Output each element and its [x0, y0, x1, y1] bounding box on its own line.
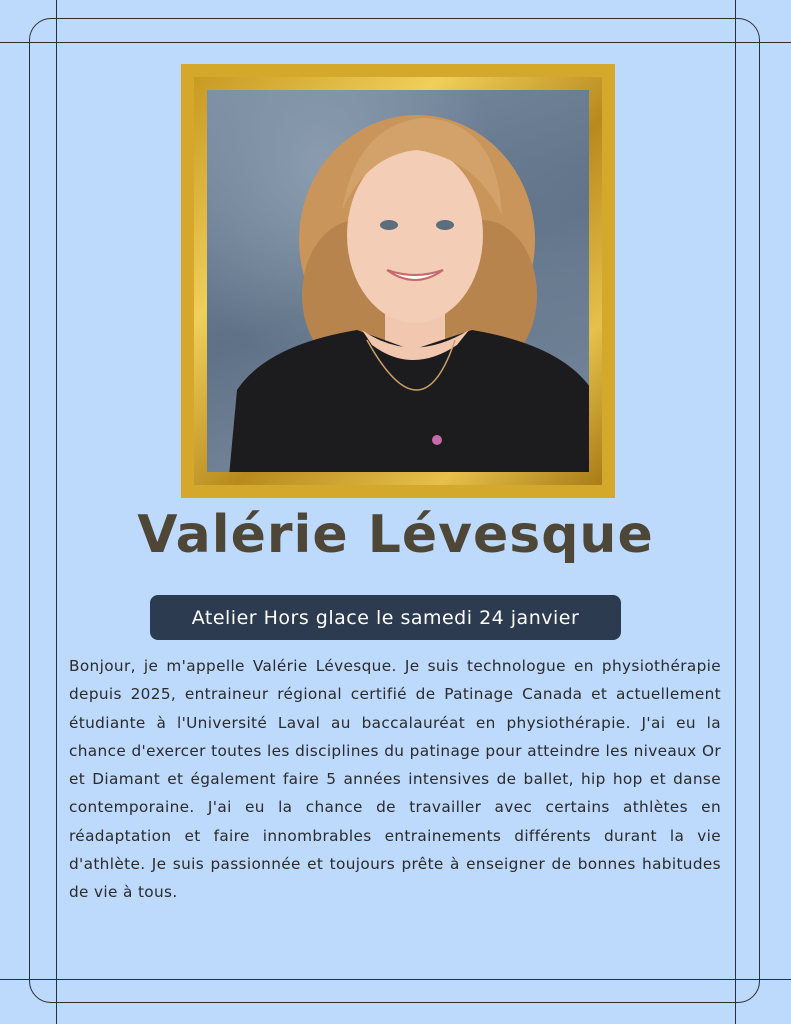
bio-paragraph: Bonjour, je m'appelle Valérie Lévesque. Je suis technologue en physiothérapie depuis 2025, entraineur régional certifié de Patinage Canada et actuellement étudiante à l'Université Laval au baccalauréat en physiothérapie. J'ai eu la chance d'exercer toutes les disciplines du patinage pour atteindre les niveaux Or et Diamant et également faire 5 années intensives de ballet, hip hop et danse contemporaine. J'ai eu la chance de travailler avec certains athlètes en réadaptation et faire innombrables entrainements différents durant la vie d'athlète. Je suis passionnée et toujours prête à enseigner de bonnes habitudes de vie à tous.	[69, 657, 721, 902]
portrait-photo	[207, 90, 589, 472]
event-badge: Atelier Hors glace le samedi 24 janvier	[150, 595, 621, 640]
portrait-gold-frame	[181, 64, 615, 498]
page-title: Valérie Lévesque	[137, 505, 654, 565]
portrait-illustration	[207, 90, 589, 472]
